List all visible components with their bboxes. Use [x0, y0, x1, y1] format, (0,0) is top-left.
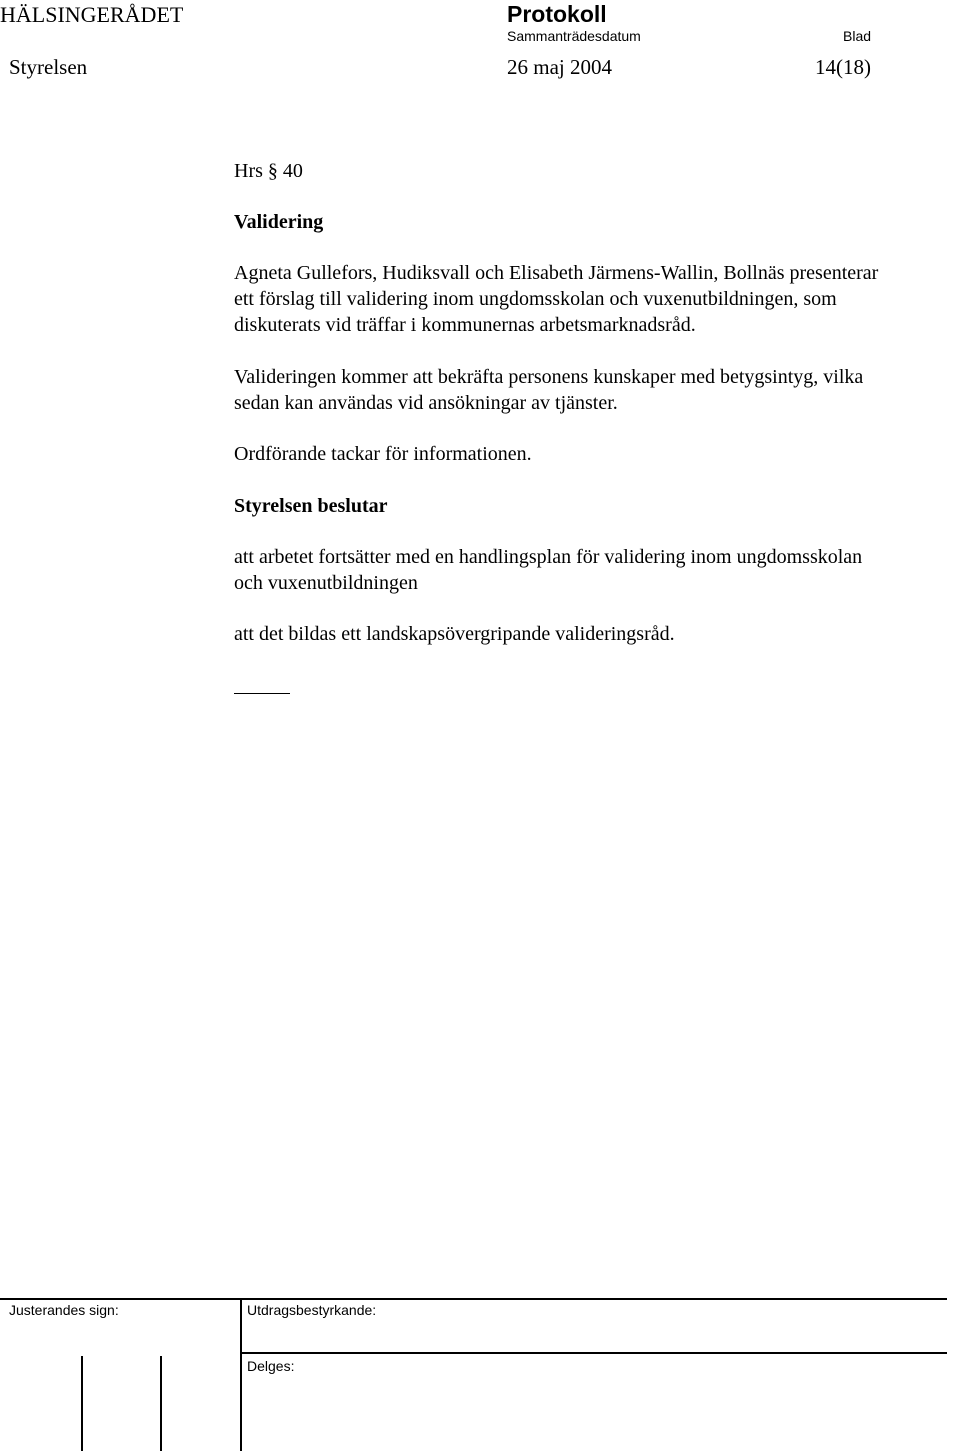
text-line: att det bildas ett landskapsövergripande valideringsråd. — [234, 623, 675, 645]
distribution-label: Delges: — [247, 1358, 295, 1374]
section-heading: Validering — [234, 211, 324, 233]
end-rule — [234, 693, 290, 694]
text-line: sedan kan användas vid ansökningar av tjänster. — [234, 392, 618, 414]
text-line: och vuxenutbildningen — [234, 572, 418, 594]
footer-top-rule — [0, 1298, 947, 1300]
date-label: Sammanträdesdatum — [507, 28, 641, 44]
decision-item — [234, 621, 954, 647]
signature-box-divider — [81, 1356, 83, 1451]
paragraph-validation — [234, 364, 954, 416]
text-line: diskuterats vid träffar i kommunernas arbetsmarknadsråd. — [234, 314, 696, 336]
body-name: Styrelsen — [9, 55, 88, 79]
text-line: Ordförande tackar för informationen. — [234, 443, 532, 465]
text-line: Valideringen kommer att bekräfta personens kunskaper med betygsintyg, vilka — [234, 366, 864, 388]
text-line: Agneta Gullefors, Hudiksvall och Elisabeth Järmens-Wallin, Bollnäs presenterar — [234, 262, 879, 284]
document-type: Protokoll — [507, 1, 607, 27]
page-number: 14(18) — [815, 55, 871, 79]
decision-item — [234, 544, 954, 596]
text-line: ett förslag till validering inom ungdomsskolan och vuxenutbildningen, som — [234, 288, 837, 310]
meeting-date: 26 maj 2004 — [507, 55, 612, 79]
footer-mid-rule — [241, 1352, 947, 1354]
paragraph-presentation — [234, 260, 954, 338]
footer-divider — [240, 1298, 242, 1451]
extract-certification-label: Utdragsbestyrkande: — [247, 1302, 377, 1318]
paragraph-thanks — [234, 441, 954, 467]
decision-heading: Styrelsen beslutar — [234, 495, 388, 517]
page-label: Blad — [843, 28, 872, 44]
signature-label: Justerandes sign: — [9, 1302, 119, 1318]
organization-name: HÄLSINGERÅDET — [0, 2, 184, 27]
text-line: att arbetet fortsätter med en handlingsplan för validering inom ungdomsskolan — [234, 546, 863, 568]
paragraph-number: Hrs § 40 — [234, 160, 303, 182]
signature-box-divider — [160, 1356, 162, 1451]
